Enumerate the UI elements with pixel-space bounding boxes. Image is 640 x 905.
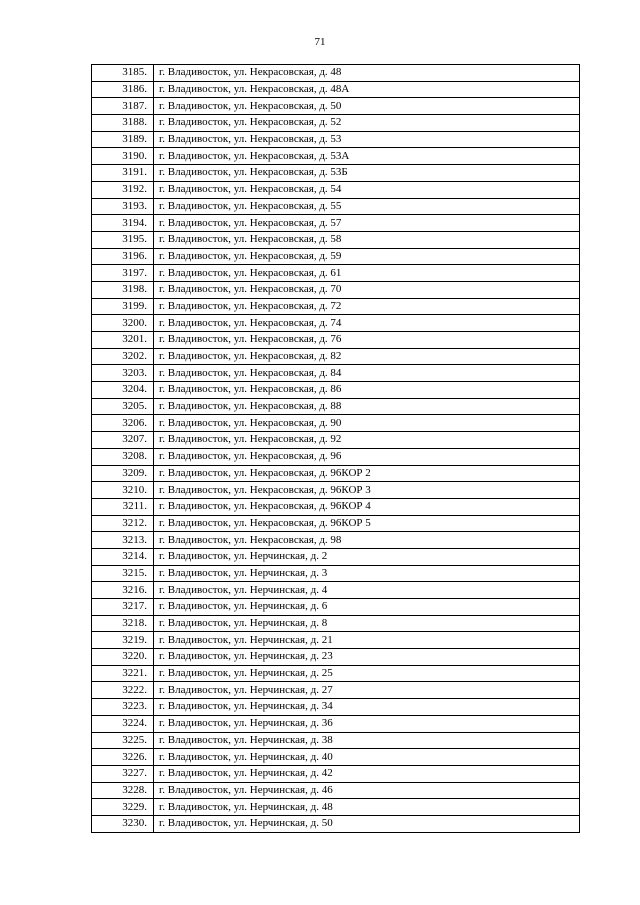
row-number: 3230.: [92, 815, 154, 832]
row-number: 3206.: [92, 415, 154, 432]
page-number: 71: [314, 36, 326, 48]
row-number: 3214.: [92, 548, 154, 565]
table-row: [92, 732, 580, 749]
row-address: г. Владивосток, ул. Некрасовская, д. 61: [154, 265, 580, 282]
table-row: [92, 582, 580, 599]
row-number: 3224.: [92, 715, 154, 732]
row-number: 3204.: [92, 382, 154, 399]
row-address: г. Владивосток, ул. Нерчинская, д. 8: [154, 615, 580, 632]
table-row: [92, 599, 580, 616]
row-address: г. Владивосток, ул. Нерчинская, д. 25: [154, 665, 580, 682]
row-number: 3195.: [92, 231, 154, 248]
row-address: г. Владивосток, ул. Некрасовская, д. 86: [154, 382, 580, 399]
row-number: 3207.: [92, 432, 154, 449]
table-row: [92, 98, 580, 115]
row-number: 3229.: [92, 799, 154, 816]
row-number: 3227.: [92, 765, 154, 782]
row-number: 3186.: [92, 81, 154, 98]
row-number: 3217.: [92, 599, 154, 616]
table-row: [92, 532, 580, 549]
row-address: г. Владивосток, ул. Некрасовская, д. 52: [154, 115, 580, 132]
row-address: г. Владивосток, ул. Нерчинская, д. 21: [154, 632, 580, 649]
row-address: г. Владивосток, ул. Некрасовская, д. 50: [154, 98, 580, 115]
row-address: г. Владивосток, ул. Нерчинская, д. 40: [154, 749, 580, 766]
row-number: 3205.: [92, 398, 154, 415]
table-row: [92, 432, 580, 449]
row-number: 3213.: [92, 532, 154, 549]
row-address: г. Владивосток, ул. Некрасовская, д. 55: [154, 198, 580, 215]
table-row: [92, 231, 580, 248]
row-address: г. Владивосток, ул. Некрасовская, д. 96КОР 3: [154, 482, 580, 499]
table-row: [92, 649, 580, 666]
table-row: [92, 398, 580, 415]
row-address: г. Владивосток, ул. Некрасовская, д. 76: [154, 332, 580, 349]
row-address: г. Владивосток, ул. Нерчинская, д. 23: [154, 649, 580, 666]
row-address: г. Владивосток, ул. Нерчинская, д. 4: [154, 582, 580, 599]
row-address: г. Владивосток, ул. Некрасовская, д. 72: [154, 298, 580, 315]
address-table: [91, 64, 580, 833]
table-row: [92, 615, 580, 632]
row-number: 3192.: [92, 181, 154, 198]
row-address: г. Владивосток, ул. Нерчинская, д. 3: [154, 565, 580, 582]
row-address: г. Владивосток, ул. Нерчинская, д. 42: [154, 765, 580, 782]
table-row: [92, 515, 580, 532]
row-number: 3191.: [92, 165, 154, 182]
row-number: 3212.: [92, 515, 154, 532]
row-number: 3211.: [92, 498, 154, 515]
row-number: 3202.: [92, 348, 154, 365]
row-address: г. Владивосток, ул. Некрасовская, д. 70: [154, 281, 580, 298]
row-number: 3187.: [92, 98, 154, 115]
table-row: [92, 482, 580, 499]
row-address: г. Владивосток, ул. Нерчинская, д. 48: [154, 799, 580, 816]
row-number: 3188.: [92, 115, 154, 132]
table-row: [92, 332, 580, 349]
table-row: [92, 131, 580, 148]
table-row: [92, 65, 580, 82]
row-address: г. Владивосток, ул. Нерчинская, д. 2: [154, 548, 580, 565]
table-row: [92, 198, 580, 215]
row-address: г. Владивосток, ул. Некрасовская, д. 74: [154, 315, 580, 332]
row-address: г. Владивосток, ул. Нерчинская, д. 38: [154, 732, 580, 749]
table-row: [92, 365, 580, 382]
row-address: г. Владивосток, ул. Некрасовская, д. 92: [154, 432, 580, 449]
row-address: г. Владивосток, ул. Нерчинская, д. 50: [154, 815, 580, 832]
row-address: г. Владивосток, ул. Некрасовская, д. 48А: [154, 81, 580, 98]
row-address: г. Владивосток, ул. Некрасовская, д. 88: [154, 398, 580, 415]
row-number: 3216.: [92, 582, 154, 599]
table-row: [92, 348, 580, 365]
row-address: г. Владивосток, ул. Некрасовская, д. 48: [154, 65, 580, 82]
table-row: [92, 548, 580, 565]
row-address: г. Владивосток, ул. Некрасовская, д. 54: [154, 181, 580, 198]
row-address: г. Владивосток, ул. Некрасовская, д. 98: [154, 532, 580, 549]
table-row: [92, 749, 580, 766]
row-address: г. Владивосток, ул. Некрасовская, д. 84: [154, 365, 580, 382]
table-row: [92, 298, 580, 315]
row-address: г. Владивосток, ул. Некрасовская, д. 53А: [154, 148, 580, 165]
table-row: [92, 382, 580, 399]
row-number: 3197.: [92, 265, 154, 282]
row-number: 3221.: [92, 665, 154, 682]
table-row: [92, 682, 580, 699]
table-row: [92, 465, 580, 482]
table-row: [92, 265, 580, 282]
table-row: [92, 782, 580, 799]
table-row: [92, 699, 580, 716]
table-row: [92, 498, 580, 515]
row-address: г. Владивосток, ул. Нерчинская, д. 34: [154, 699, 580, 716]
row-address: г. Владивосток, ул. Некрасовская, д. 57: [154, 215, 580, 232]
row-number: 3193.: [92, 198, 154, 215]
row-number: 3210.: [92, 482, 154, 499]
row-address: г. Владивосток, ул. Некрасовская, д. 96КОР 5: [154, 515, 580, 532]
row-address: г. Владивосток, ул. Некрасовская, д. 59: [154, 248, 580, 265]
row-address: г. Владивосток, ул. Некрасовская, д. 82: [154, 348, 580, 365]
table-row: [92, 315, 580, 332]
table-row: [92, 248, 580, 265]
row-number: 3208.: [92, 448, 154, 465]
row-address: г. Владивосток, ул. Нерчинская, д. 46: [154, 782, 580, 799]
table-row: [92, 181, 580, 198]
row-number: 3209.: [92, 465, 154, 482]
row-address: г. Владивосток, ул. Нерчинская, д. 27: [154, 682, 580, 699]
row-number: 3201.: [92, 332, 154, 349]
row-address: г. Владивосток, ул. Некрасовская, д. 96: [154, 448, 580, 465]
row-number: 3196.: [92, 248, 154, 265]
table-row: [92, 565, 580, 582]
table-row: [92, 81, 580, 98]
row-address: г. Владивосток, ул. Некрасовская, д. 90: [154, 415, 580, 432]
table-row: [92, 632, 580, 649]
row-address: г. Владивосток, ул. Некрасовская, д. 53: [154, 131, 580, 148]
table-row: [92, 165, 580, 182]
table-row: [92, 215, 580, 232]
row-address: г. Владивосток, ул. Нерчинская, д. 36: [154, 715, 580, 732]
row-address: г. Владивосток, ул. Нерчинская, д. 6: [154, 599, 580, 616]
row-address: г. Владивосток, ул. Некрасовская, д. 53Б: [154, 165, 580, 182]
row-address: г. Владивосток, ул. Некрасовская, д. 58: [154, 231, 580, 248]
row-number: 3185.: [92, 65, 154, 82]
table-row: [92, 281, 580, 298]
row-address: г. Владивосток, ул. Некрасовская, д. 96КОР 2: [154, 465, 580, 482]
table-row: [92, 799, 580, 816]
row-number: 3203.: [92, 365, 154, 382]
row-number: 3219.: [92, 632, 154, 649]
row-number: 3200.: [92, 315, 154, 332]
row-number: 3225.: [92, 732, 154, 749]
row-number: 3198.: [92, 281, 154, 298]
row-number: 3199.: [92, 298, 154, 315]
row-number: 3222.: [92, 682, 154, 699]
row-number: 3215.: [92, 565, 154, 582]
row-number: 3189.: [92, 131, 154, 148]
table-row: [92, 148, 580, 165]
table-row: [92, 415, 580, 432]
table-row: [92, 815, 580, 832]
row-number: 3223.: [92, 699, 154, 716]
table-row: [92, 115, 580, 132]
row-number: 3220.: [92, 649, 154, 666]
row-number: 3228.: [92, 782, 154, 799]
row-address: г. Владивосток, ул. Некрасовская, д. 96КОР 4: [154, 498, 580, 515]
row-number: 3218.: [92, 615, 154, 632]
address-table-body: [92, 65, 580, 833]
row-number: 3226.: [92, 749, 154, 766]
table-row: [92, 715, 580, 732]
row-number: 3194.: [92, 215, 154, 232]
table-row: [92, 448, 580, 465]
table-row: [92, 765, 580, 782]
row-number: 3190.: [92, 148, 154, 165]
table-row: [92, 665, 580, 682]
